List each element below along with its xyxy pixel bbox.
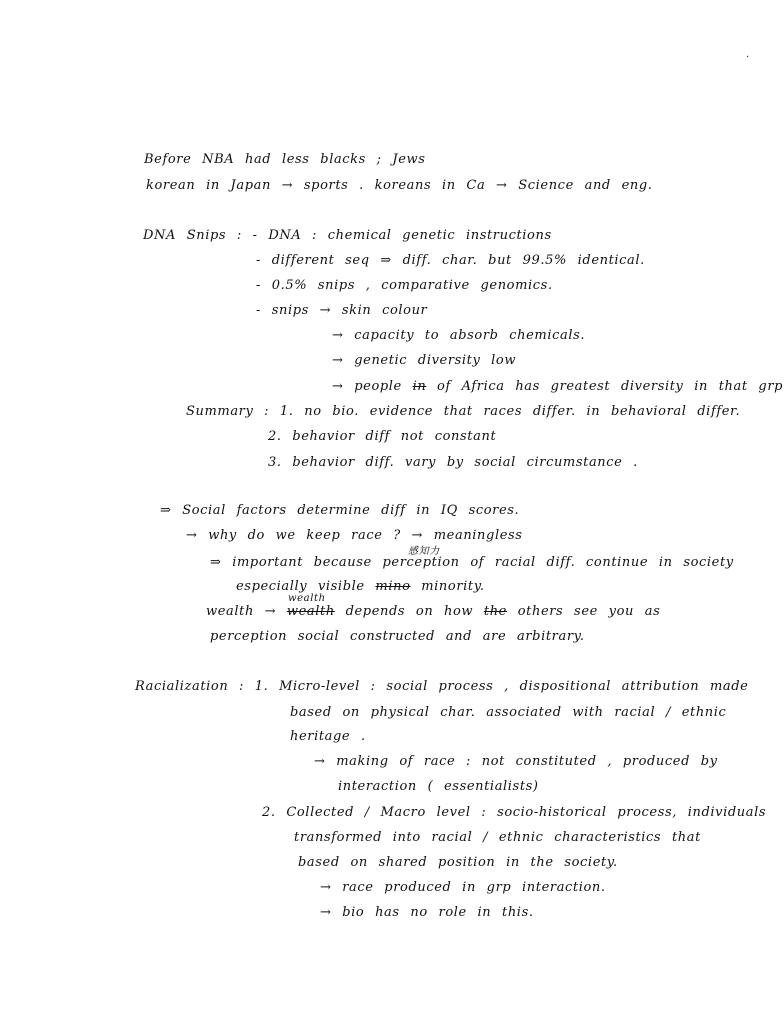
note-line-23: interaction ( essentialists) xyxy=(338,779,539,794)
note-line-17-superscript: wealth xyxy=(288,593,326,604)
note-line-12: 3. behavior diff. vary by social circumstance . xyxy=(268,455,638,470)
note-line-16-part-b: minority. xyxy=(421,579,485,594)
note-line-13: ⇒ Social factors determine diff in IQ scores. xyxy=(160,503,520,518)
note-line-24: 2. Collected / Macro level : socio-historical process, individuals xyxy=(262,805,767,820)
note-line-11: 2. behavior diff not constant xyxy=(268,429,497,444)
note-line-2: korean in Japan → sports . koreans in Ca → Science and eng. xyxy=(146,178,653,193)
note-line-14: → why do we keep race ? → meaningless xyxy=(186,528,523,543)
note-line-8: → genetic diversity low xyxy=(332,353,517,368)
note-line-4: - different seq ⇒ diff. char. but 99.5% identical. xyxy=(256,253,645,268)
note-line-7: → capacity to absorb chemicals. xyxy=(332,328,586,343)
note-line-26: based on shared position in the society. xyxy=(298,855,618,870)
note-line-3: DNA Snips : - DNA : chemical genetic instructions xyxy=(143,228,552,243)
note-line-15-superscript: 感知力 xyxy=(408,546,440,557)
note-line-21: heritage . xyxy=(290,729,366,744)
note-line-17-part-b: depends on how xyxy=(345,604,474,619)
note-line-10: Summary : 1. no bio. evidence that races differ. in behavioral differ. xyxy=(186,404,741,419)
note-line-18: perception social constructed and are arbitrary. xyxy=(210,629,585,644)
note-line-16-strikethrough: mino xyxy=(375,579,411,594)
note-line-27: → race produced in grp interaction. xyxy=(320,880,606,895)
note-line-17-strikethrough: wealth xyxy=(286,604,335,619)
note-line-17 xyxy=(206,604,660,620)
note-line-9 xyxy=(332,379,783,395)
note-line-15: ⇒ important because perception of racial diff. continue in society xyxy=(210,555,734,570)
note-line-17-strikethrough-2: the xyxy=(483,604,507,619)
note-line-19: Racialization : 1. Micro-level : social process , dispositional attribution made xyxy=(135,679,749,694)
note-line-16 xyxy=(236,579,485,595)
note-line-1: Before NBA had less blacks ; Jews xyxy=(144,152,426,167)
note-line-9-part-a: → people xyxy=(332,379,402,394)
note-line-16-part-a: especially visible xyxy=(236,579,365,594)
note-line-22: → making of race : not constituted , produced by xyxy=(314,754,718,769)
note-line-5: - 0.5% snips , comparative genomics. xyxy=(256,278,553,293)
note-line-6: - snips → skin colour xyxy=(256,303,428,318)
note-line-28: → bio has no role in this. xyxy=(320,905,534,920)
corner-mark: · xyxy=(746,52,750,63)
note-line-17-part-c: others see you as xyxy=(517,604,661,619)
note-line-17-part-a: wealth → xyxy=(206,604,277,619)
note-line-9-part-b: of Africa has greatest diversity in that grp xyxy=(437,379,784,394)
note-line-25: transformed into racial / ethnic characteristics that xyxy=(294,830,701,845)
note-line-20: based on physical char. associated with racial / ethnic xyxy=(290,705,727,720)
note-line-9-strikethrough: in xyxy=(412,379,427,394)
